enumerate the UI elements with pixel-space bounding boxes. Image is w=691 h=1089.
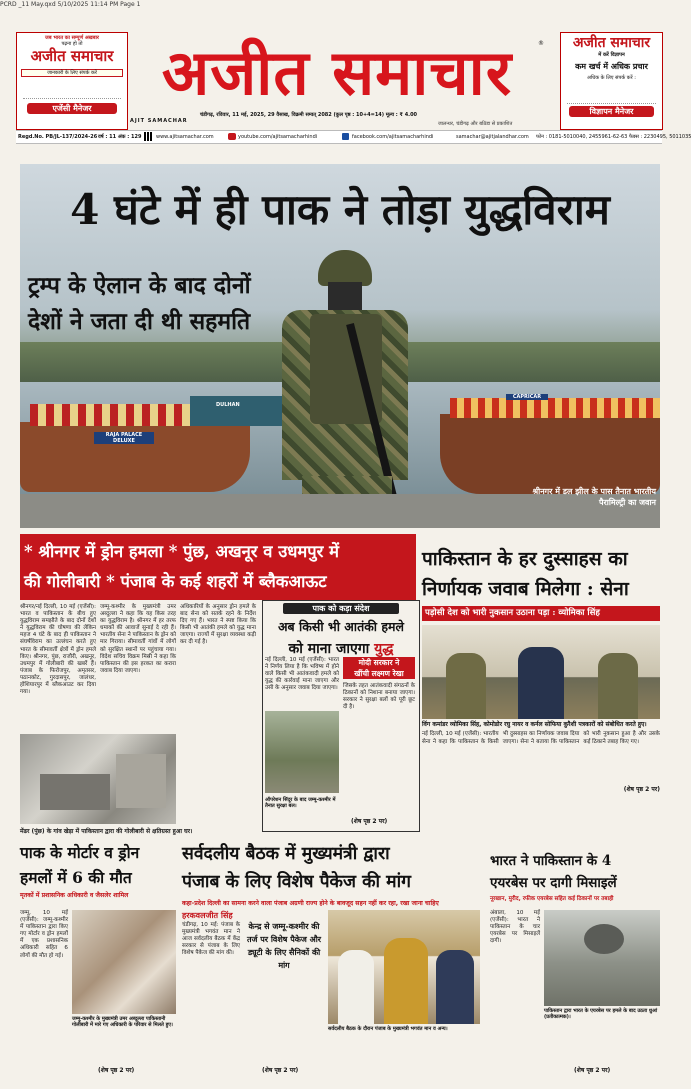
lower-right [490, 850, 660, 1080]
red-tag-line1: मोदी सरकार ने [358, 658, 400, 667]
lower-mid-text: चंडीगढ़, 10 मई: पंजाब के मुख्यमंत्री भगवंत मान ने आज सर्वदलीय बैठक में केंद्र सरकार से पंजाब के लिए विशेष पैकेज की मांग की। [182, 922, 240, 957]
redbar-line2: की गोलीबारी * पंजाब के कई शहरों में ब्लैकआऊट [24, 572, 327, 591]
lower-left-kicker: मृतकों में प्रशासनिक अधिकारी व जैसलेर शामिल [20, 892, 129, 899]
newspaper-title: अजीत समाचार [161, 36, 513, 109]
shikara-right [440, 414, 660, 494]
lower-mid-continued: (शेष पृष्ठ 2 पर) [262, 1067, 299, 1074]
lead-right-photo-caption: विंग कमांडर व्योमिका सिंह, कोमोडोर रघु नायर व कर्नल सोफिया कुरैशी पत्रकारों को संबोधित करते हुए। [422, 721, 647, 728]
facebook-icon [342, 133, 349, 140]
lower-right-photo [544, 910, 660, 1006]
youtube-icon [228, 133, 236, 140]
lower-right-text: अंबाला, 10 मई (एजेंसी): भारत ने पाकिस्तान के चार एयरबेस पर मिसाइलें दागी। [490, 910, 540, 945]
lower-right-photo-caption: पाकिस्तान द्वारा भारत के एयरबेस पर हमले के बाद उठता धुआं (प्रतीकात्मक)। [544, 1008, 658, 1020]
lower-left [20, 840, 176, 1080]
lower-left-headline-1: पाक के मोर्टार व ड्रोन [20, 843, 140, 862]
right-ad-line1: में करें विज्ञापन [598, 52, 625, 58]
hero-subhead [28, 268, 328, 340]
box-mid-continued: (शेष पृष्ठ 2 पर) [351, 818, 388, 825]
boat-label-mid: DULHAN [216, 402, 240, 408]
lower-mid-sub: कहा-प्रदेश दिल्ली का सामना करने वाला पंजाब अग्रणी राज्य होने के बावजूद सहन नहीं कर रहा, रखा जाना चाहिए [182, 900, 439, 907]
officer-1 [446, 653, 486, 719]
box-mid-red-tag [343, 657, 415, 679]
lead-right-headline-1: पाकिस्तान के हर दुस्साहस का [422, 548, 628, 570]
box-mid-kicker: पाक को कड़ा संदेश [283, 603, 399, 614]
lower-right-sub: नूरखान, मुरीद, रफीक एयरबेस सहित कई ठिकानों पर तबाही [490, 896, 614, 902]
lead-right-sub: पड़ोसी देश को भारी नुकसान उठाना पड़ा : व्योमिका सिंह [422, 606, 660, 621]
figure-right [436, 950, 474, 1024]
rubble-block-2 [116, 754, 166, 808]
phone-fax: फोन : 0181-5010040, 2455961-62-63 फैक्स : 2230495, 5011035 [536, 134, 691, 140]
youtube-link[interactable]: youtube.com/ajitsamacharhindi [238, 134, 318, 140]
registered-mark: ® [538, 40, 544, 47]
lower-left-photo [72, 910, 176, 1014]
left-ad-box [16, 32, 128, 130]
website-link[interactable]: www.ajitsamachar.com [156, 134, 214, 140]
box-mid-headline-highlight: युद्ध [374, 641, 394, 657]
lower-left-headline-2: हमलों में 6 की मौत [20, 868, 132, 887]
facebook-link[interactable]: facebook.com/ajitsamacharhindi [352, 134, 434, 140]
left-ad-brand: अजीत समाचार [30, 47, 114, 65]
lead-left-redbar [20, 534, 416, 600]
regd-number: Regd.No. PB/JL-137/2024-26 [18, 134, 98, 140]
lead-left-photo-caption: मेंढर (पुंछ) के गांव खेड़ा में पाकिस्तान द्वारा की गोलीबारी से क्षतिग्रस्त हुआ घर। [20, 828, 193, 835]
smoke-plume [584, 924, 624, 954]
lead-left-col3: अधिकारियों के अनुसार ड्रोन हमले के बाद सेना को सतर्क रहने के निर्देश दिए गए हैं। भारत ने स्पष्ट किया कि किसी भी आतंकी हमले को युद्ध माना जाएगा। राज्यों में सुरक्षा व्यवस्था कड़ी कर दी गई है। [180, 604, 256, 646]
officer-3 [598, 653, 638, 719]
lower-right-continued: (शेष पृष्ठ 2 पर) [574, 1067, 611, 1074]
qr-icon [144, 132, 153, 141]
left-ad-mid: पढ़ना हो तो [61, 41, 83, 47]
right-ad-box [560, 32, 663, 130]
lower-left-text: जम्मू, 10 मई (एजेंसी): जम्मू-कश्मीर में पाकिस्तान द्वारा किए गए मोर्टार व ड्रोन हमलों में एक प्रशासनिक अधिकारी सहित 6 लोगों की मौत हो गई। [20, 910, 68, 959]
lower-mid-photo-caption: सर्वदलीय बैठक के दौरान पंजाब के मुख्यमंत्री भगवंत मान व अन्य। [328, 1026, 448, 1032]
lower-right-headline-2: एयरबेस पर दागी मिसाइलें [490, 875, 617, 891]
lower-left-continued: (शेष पृष्ठ 2 पर) [98, 1067, 135, 1074]
right-ad-lines [567, 83, 656, 104]
box-mid [262, 600, 420, 832]
hero-caption: श्रीनगर में डल झील के पास तैनात भारतीय पैरामिल्ट्री का जवान [532, 487, 656, 507]
figure-left [338, 950, 374, 1024]
editions: जालन्धर, चंडीगढ़ और बठिंडा से प्रकाशित [438, 121, 513, 127]
lower-left-photo-caption: जम्मू-कश्मीर के मुख्यमंत्री उमर अब्दुल्ला पाकिस्तानी गोलीबारी में मारे गए अधिकारी के परिवार से मिलते हुए। [72, 1016, 173, 1028]
lead-right-headline-2: निर्णायक जवाब मिलेगा : सेना [422, 578, 629, 600]
box-mid-headline-text: को माना जाएगा [288, 641, 370, 657]
info-bar [16, 130, 691, 144]
soldier-face [328, 282, 362, 312]
issue-number: वर्ष : 11 अंक : 129 [98, 134, 142, 140]
lead-left-col2: जम्मू-कश्मीर के मुख्यमंत्री उमर अब्दुल्ला ने कहा कि यह किस तरह का युद्धविराम है। श्रीनगर में हर तरफ धमाकों की आवाजें सुनाई दे रही हैं। भारतीय सेना ने पाकिस्तान के ड्रोन को मार गिराया। सीमावर्ती गांवों में लोगों को सुरक्षित स्थानों पर पहुंचाया गया। विदेश सचिव विक्रम मिस्री ने कहा कि पाकिस्तान की इस हरकत का करारा जवाब दिया जाएगा। [100, 604, 176, 674]
hero-subhead-line2: देशों ने जता दी थी सहमति [28, 308, 251, 335]
left-ad-note: जानकारी के लिए संपर्क करें [21, 69, 123, 77]
lead-right-photo [422, 625, 660, 719]
redbar-line1: * श्रीनगर में ड्रोन हमला * पुंछ, अखनूर व उधमपुर में [24, 542, 339, 561]
masthead-latin: AJIT SAMACHAR [130, 118, 188, 124]
boat-label-left: RAJA PALACE DELUXE [94, 432, 154, 444]
right-ad-brand: अजीत समाचार [572, 35, 651, 51]
officer-2 [518, 647, 564, 719]
box-mid-headline-1: अब किसी भी आतंकी हमले [278, 619, 404, 634]
box-mid-text1: नई दिल्ली, 10 मई (एजेंसी): भारत ने निर्णय लिया है कि भविष्य में होने वाले किसी भी आतंकवादी हमले को युद्ध की कार्रवाई माना जाएगा और उसी के अनुसार जवाब दिया जाएगा। [265, 657, 339, 692]
hero-photo [20, 164, 660, 528]
cm-figure [384, 938, 428, 1024]
red-tag-line2: खींची लक्ष्मण रेखा [354, 669, 404, 678]
lower-mid-photo [328, 910, 480, 1024]
boat-label-right: CAPRICAR [506, 394, 548, 400]
lower-mid-headline-1: सर्वदलीय बैठक में मुख्यमंत्री द्वारा [182, 844, 390, 864]
rubble-block [40, 774, 110, 810]
lead-left-photo [20, 734, 176, 824]
box-mid-photo-caption: ऑपरेशन सिंदूर के बाद जम्मू-कश्मीर में तैनात सुरक्षा बल। [265, 797, 336, 809]
left-ad-manager: एजेंसी मैनेजर [27, 103, 117, 114]
lower-mid-quote: केन्द्र से जम्मू-कश्मीर की तर्ज पर विशेष पैकेज और ड्यूटी के लिए सैनिकों की मांग [246, 922, 322, 970]
right-ad-line2: कम खर्च में अधिक प्रचार [575, 62, 648, 71]
left-ad-lines [23, 80, 121, 99]
box-mid-text2: जिसके तहत आतंकवादी संगठनों के ठिकानों को निशाना बनाया जाएगा। सरकार ने सुरक्षा बलों को पूरी छूट दी है। [343, 683, 415, 711]
hero-subhead-line1: ट्रम्प के ऐलान के बाद दोनों [28, 272, 251, 299]
lower-mid-byline: हरकवलजीत सिंह [182, 911, 233, 920]
box-mid-photo [265, 711, 339, 793]
lower-right-headline-1: भारत ने पाकिस्तान के 4 [490, 853, 612, 869]
lower-mid-headline-2: पंजाब के लिए विशेष पैकेज की मांग [182, 872, 411, 892]
email-link[interactable]: samachar@ajitjalandhar.com [456, 134, 529, 140]
dateline: चंडीगढ़, रविवार, 11 मई, 2025, 29 वैसाख, विक्रमी सम्वत् 2082 (कुल पृष्ठ : 10+4=14) मूल्य : ₹ 4.00 [200, 112, 418, 118]
right-ad-line3: अधिक के लिए संपर्क करें : [587, 75, 636, 81]
lead-left-col1: श्रीनगर/नई दिल्ली, 10 मई (एजेंसी): भारत व पाकिस्तान के बीच हुए युद्धविराम समझौते के बाद दोनों देशों ने युद्धविराम की घोषणा की लेकिन महज 4 घंटे के बाद ही पाकिस्तान ने संघर्षविराम का उल्लंघन करते हुए भारत के सीमावर्ती क्षेत्रों में ड्रोन हमले किए। श्रीनगर, पुंछ, राजौरी, अखनूर, उधमपुर में गोलीबारी की खबरें हैं। पंजाब के फिरोजपुर, अमृतसर, पठानकोट, गुरदासपुर, जालंधर, होशियारपुर में ब्लैकआउट कर दिया गया। [20, 604, 96, 696]
lead-right [422, 544, 660, 844]
lower-mid [182, 840, 482, 1080]
lead-right-text: नई दिल्ली, 10 मई (एजेंसी): भारतीय सेना ने कहा कि पाकिस्तान के किसी भी दुस्साहस का निर्णायक जवाब दिया जाएगा। सेना ने बताया कि पाकिस्तान को भारी नुकसान हुआ है और उसके कई ठिकाने तबाह किए गए। [422, 731, 660, 745]
left-ad-top: जब भारत का सम्पूर्ण अखबार [45, 35, 99, 41]
hero-headline: 4 घंटे में ही पाक ने तोड़ा युद्धविराम [70, 185, 610, 234]
print-stamp: PCRD _11 May.qxd 5/10/2025 11:14 PM Page 1 [0, 0, 677, 10]
lead-right-continued: (शेष पृष्ठ 2 पर) [623, 786, 660, 794]
shikara-right-canopy [450, 398, 660, 418]
right-ad-manager: विज्ञापन मैनेजर [569, 106, 654, 117]
